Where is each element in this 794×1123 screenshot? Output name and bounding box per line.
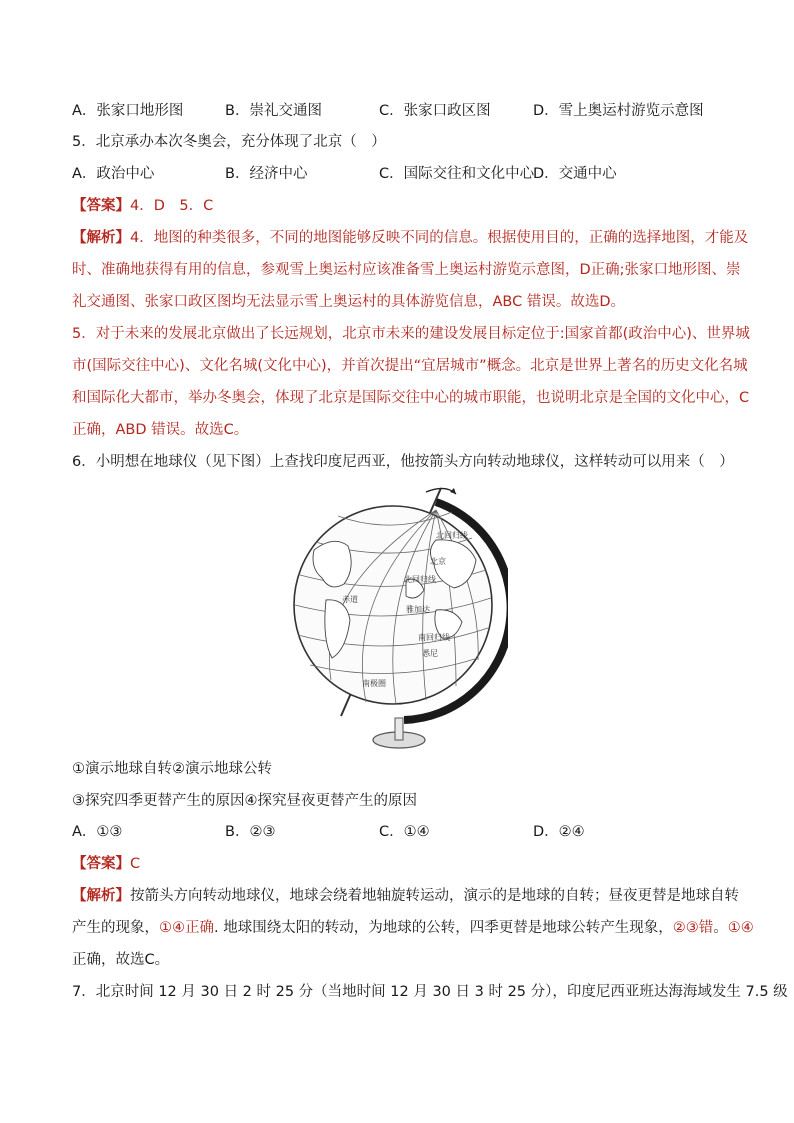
- analysis-45-line-2: 时、准确地获得有用的信息，参观雪上奥运村应该准备雪上奥运村游览示意图，D正确;张家口地形图、崇: [72, 262, 741, 278]
- analysis-6-text-2b: ①④正确: [159, 920, 214, 936]
- q6-option-d: D．②④: [533, 824, 585, 840]
- answer-6-text: C: [130, 856, 141, 872]
- globe-label-equator: 赤道: [342, 595, 358, 604]
- q4-option-a: A．张家口地形图: [72, 103, 184, 119]
- analysis-6-line-2: [72, 918, 754, 938]
- answer-tag: 【答案】: [72, 198, 130, 214]
- globe-illustration: [286, 480, 508, 752]
- q6-items-line-1: ①演示地球自转②演示地球公转: [72, 761, 272, 777]
- analysis-6-line-1: [72, 886, 739, 906]
- globe-label-antarctic-circle: 南极圈: [362, 679, 386, 688]
- answer-text: 4．D 5．C: [130, 198, 214, 214]
- analysis-tag: 【解析】: [72, 230, 130, 246]
- q6-option-c: C．①④: [379, 824, 430, 840]
- globe-stem: [395, 718, 403, 740]
- analysis-6-text-2e: 。: [713, 920, 728, 936]
- analysis-6-text-2d: ②③错: [672, 920, 714, 936]
- globe-label-1: 北回归线: [436, 531, 468, 540]
- q6-option-b: B．②③: [225, 824, 276, 840]
- analysis-6-text-2f: ①④: [727, 920, 754, 936]
- q5-stem: 5．北京承办本次冬奥会，充分体现了北京（ ）: [72, 134, 386, 150]
- answer-45: [72, 196, 213, 216]
- q6-stem: 6．小明想在地球仪（见下图）上查找印度尼西亚，他按箭头方向转动地球仪，这样转动可以用来（ ）: [72, 454, 734, 470]
- q5-option-a: A．政治中心: [72, 166, 155, 182]
- analysis-45-line-3: 礼交通图、张家口政区图均无法显示雪上奥运村的具体游览信息，ABC 错误。故选D。: [72, 294, 626, 310]
- analysis-text: 4．地图的种类很多，不同的地图能够反映不同的信息。根据使用目的，正确的选择地图，才能及: [130, 230, 749, 246]
- q4-option-c: C．张家口政区图: [379, 103, 491, 119]
- globe-label-jakarta: 雅加达: [406, 605, 430, 614]
- analysis-45-line-6: 和国际化大都市，举办冬奥会，体现了北京是国际交往中心的城市职能，也说明北京是全国的文化中心，C: [72, 390, 750, 406]
- analysis-45-line-1: [72, 228, 748, 248]
- q5-option-d: D．交通中心: [533, 166, 617, 182]
- analysis-45-line-5: 市(国际交往中心)、文化名城(文化中心)，并首次提出“宜居城市”概念。北京是世界上著名的历史文化名城: [72, 358, 748, 374]
- q6-items-line-2: ③探究四季更替产生的原因④探究昼夜更替产生的原因: [72, 793, 417, 809]
- answer-6: [72, 854, 140, 874]
- analysis-6-text-1: 按箭头方向转动地球仪，地球会绕着地轴旋转运动，演示的是地球的自转；昼夜更替是地球自转: [130, 888, 739, 904]
- q4-option-d: D．雪上奥运村游览示意图: [533, 103, 704, 119]
- q6-option-a: A．①③: [72, 824, 123, 840]
- q4-option-b: B．崇礼交通图: [225, 103, 322, 119]
- globe-label-tropic-cancer: 北回归线: [404, 575, 436, 584]
- analysis-6-text-2c: . 地球围绕太阳的转动，为地球的公转，四季更替是地球公转产生现象，: [214, 920, 673, 936]
- q7-stem: 7．北京时间 12 月 30 日 2 时 25 分（当地时间 12 月 30 日 3 时 25 分），印度尼西亚班达海海域发生 7.5 级: [72, 984, 788, 1000]
- analysis-6-tag: 【解析】: [72, 888, 130, 904]
- globe-label-tropic-capricorn: 南回归线: [418, 633, 450, 642]
- analysis-6-line-3: 正确，故选C。: [72, 952, 170, 968]
- globe-label-sydney: 悉尼: [422, 649, 438, 658]
- globe-figure: [286, 480, 508, 752]
- analysis-6-text-2a: 产生的现象，: [72, 920, 159, 936]
- q5-option-c: C．国际交往和文化中心: [379, 166, 535, 182]
- analysis-45-line-7: 正确，ABD 错误。故选C。: [72, 422, 249, 438]
- q5-option-b: B．经济中心: [225, 166, 308, 182]
- globe-label-beijing: 北京: [430, 557, 446, 566]
- answer-6-tag: 【答案】: [72, 856, 130, 872]
- analysis-45-line-4: 5．对于未来的发展北京做出了长远规划，北京市未来的建设发展目标定位于:国家首都(政治中心)、世界城: [72, 326, 750, 342]
